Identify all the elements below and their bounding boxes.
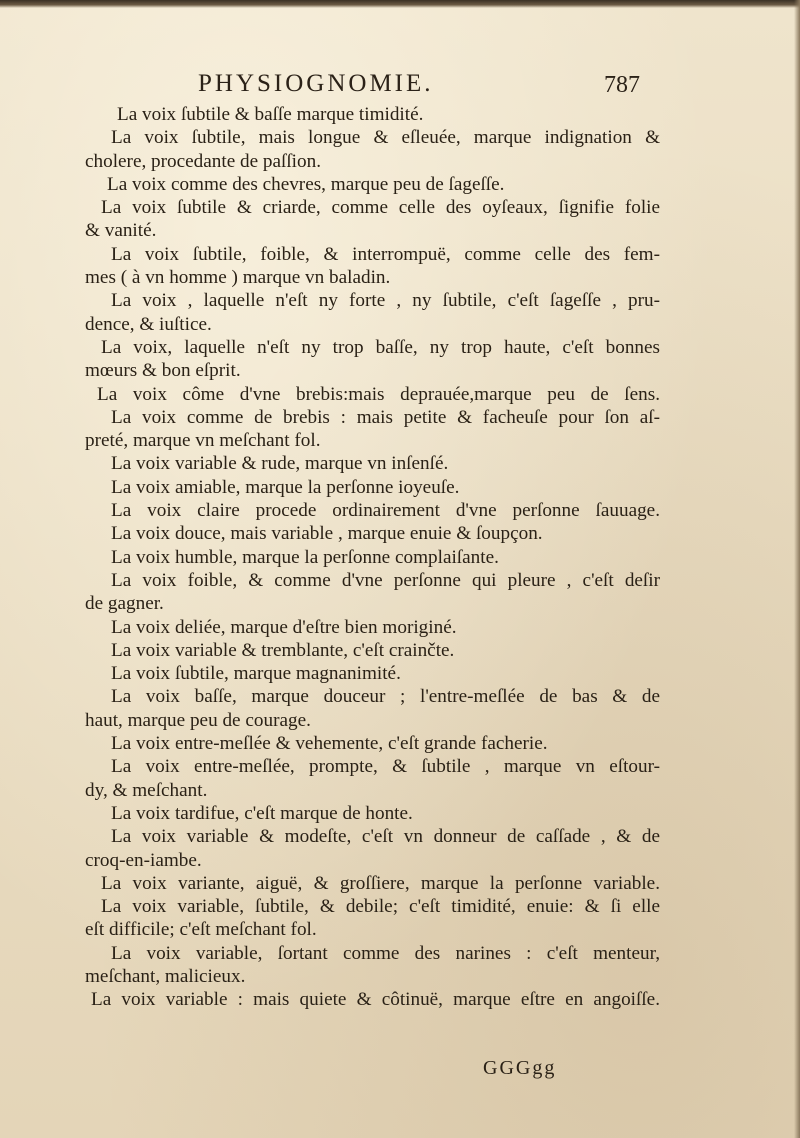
text-line: La voix variable, ſortant comme des narines : c'eſt menteur, bbox=[111, 942, 660, 964]
text-line: La voix tardifue, c'eſt marque de honte. bbox=[111, 802, 413, 824]
text-line: La voix baſſe, marque douceur ; l'entre-meſlée de bas & de bbox=[111, 686, 660, 708]
text-line: La voix foible, & comme d'vne perſonne qui pleure , c'eſt deſir bbox=[111, 569, 660, 591]
page-right-shadow bbox=[794, 0, 800, 1138]
body-text bbox=[85, 103, 660, 1012]
text-line: mœurs & bon eſprit. bbox=[85, 360, 241, 382]
text-line: haut, marque peu de courage. bbox=[85, 709, 311, 731]
text-line: La voix , laquelle n'eſt ny forte , ny ſubtile, c'eſt ſageſſe , pru- bbox=[111, 290, 660, 312]
text-line: de gagner. bbox=[85, 593, 164, 615]
text-line: meſchant, malicieux. bbox=[85, 965, 246, 987]
text-line: eſt difficile; c'eſt meſchant fol. bbox=[85, 919, 317, 941]
text-line: La voix côme d'vne brebis:mais deprauée,marque peu de ſens. bbox=[97, 383, 660, 405]
text-line: mes ( à vn homme ) marque vn baladin. bbox=[85, 267, 391, 289]
text-line: dy, & meſchant. bbox=[85, 779, 208, 801]
text-line: La voix claire procede ordinairement d'vne perſonne ſauuage. bbox=[111, 500, 660, 522]
text-line: La voix variable & tremblante, c'eſt crainčte. bbox=[111, 639, 455, 661]
text-line: La voix douce, mais variable , marque enuie & ſoupçon. bbox=[111, 523, 543, 545]
text-line: La voix entre-meſlée, prompte, & ſubtile , marque vn eſtour- bbox=[111, 756, 660, 778]
text-line: La voix comme de brebis : mais petite & facheuſe pour ſon aſ- bbox=[111, 406, 660, 428]
page-top-shadow bbox=[0, 0, 800, 8]
text-line: La voix variable & modeſte, c'eſt vn donneur de caſſade , & de bbox=[111, 826, 660, 848]
page-title: PHYSIOGNOMIE. bbox=[198, 70, 434, 97]
text-line: La voix ſubtile, mais longue & eſleuée, marque indignation & bbox=[111, 127, 660, 149]
text-line: La voix comme des chevres, marque peu de ſageſſe. bbox=[107, 173, 505, 195]
text-line: La voix ſubtile & criarde, comme celle des oyſeaux, ſignifie folie bbox=[101, 197, 660, 219]
text-line: cholere, procedante de paſſion. bbox=[85, 150, 322, 172]
text-line: La voix, laquelle n'eſt ny trop baſſe, ny trop haute, c'eſt bonnes bbox=[101, 336, 660, 358]
text-line: & vanité. bbox=[85, 220, 157, 242]
text-line: La voix variable & rude, marque vn inſenſé. bbox=[111, 453, 449, 475]
text-line: dence, & iuſtice. bbox=[85, 313, 212, 335]
text-line: La voix variante, aiguë, & groſſiere, marque la perſonne variable. bbox=[101, 872, 660, 894]
text-line: La voix ſubtile, marque magnanimité. bbox=[111, 663, 401, 685]
text-line: La voix humble, marque la perſonne complaiſante. bbox=[111, 546, 499, 568]
text-line: La voix entre-meſlée & vehemente, c'eſt grande facherie. bbox=[111, 733, 548, 755]
text-line: preté, marque vn meſchant fol. bbox=[85, 430, 321, 452]
running-head bbox=[0, 70, 800, 106]
text-line: La voix ſubtile & baſſe marque timidité. bbox=[117, 104, 424, 125]
text-line: croq-en-iambe. bbox=[85, 849, 202, 871]
page-number: 787 bbox=[604, 72, 640, 98]
text-line: La voix variable : mais quiete & côtinuë, marque eſtre en angoiſſe. bbox=[91, 989, 660, 1011]
signature-mark: GGGgg bbox=[483, 1057, 557, 1079]
text-line: La voix amiable, marque la perſonne ioyeuſe. bbox=[111, 476, 460, 498]
text-line: La voix ſubtile, foible, & interrompuë, comme celle des fem- bbox=[111, 243, 660, 265]
text-line: La voix variable, ſubtile, & debile; c'eſt timidité, enuie: & ſi elle bbox=[101, 896, 660, 918]
text-line: La voix deliée, marque d'eſtre bien moriginé. bbox=[111, 616, 457, 638]
